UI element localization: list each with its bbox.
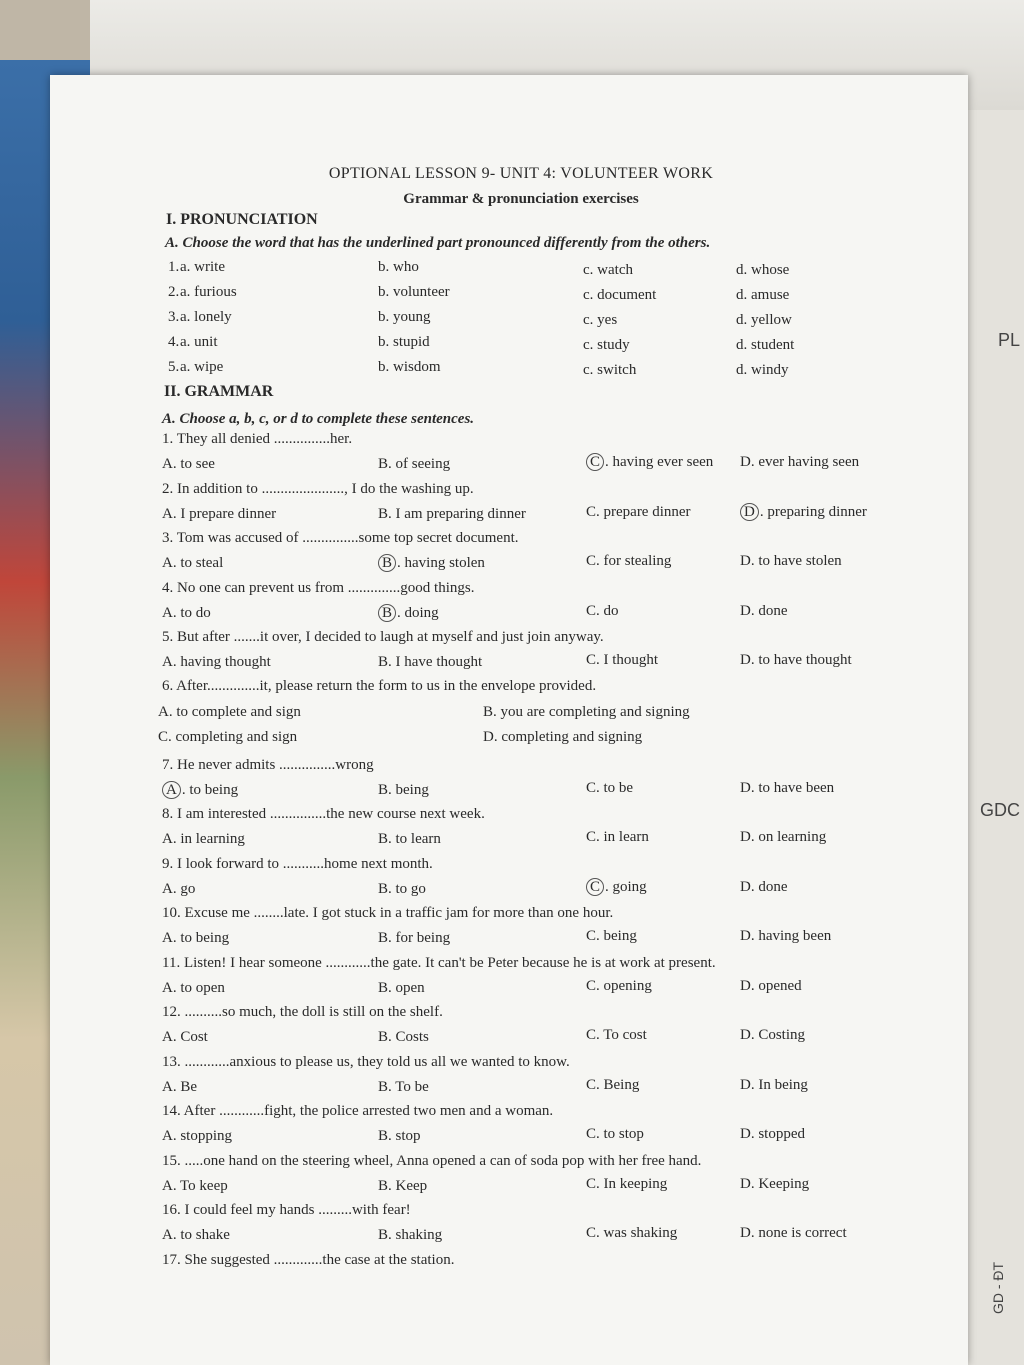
answer-option-c[interactable]: C. in learn [586,829,649,845]
answer-mark: C [586,878,604,896]
question-text: 10. Excuse me ........late. I got stuck in a traffic jam for more than one hour. [162,905,614,921]
answer-option-d[interactable]: D. to have been [740,780,835,796]
question-text: 3. Tom was accused of ...............some top secret document. [162,530,519,546]
answer-option-b[interactable]: B. you are completing and signing [483,704,690,720]
pronunciation-option-b: b. stupid [378,334,430,350]
answer-mark: A [162,781,181,799]
question-text: 1. They all denied ...............her. [162,431,353,447]
answer-option-b[interactable]: B. to go [378,881,426,897]
answer-option-d[interactable]: D. done [740,603,788,619]
answer-option-a[interactable]: A. to steal [162,555,224,571]
pronunciation-option-b: b. volunteer [378,284,450,300]
question-text: 15. .....one hand on the steering wheel, Anna opened a can of soda pop with her free hand. [162,1153,702,1169]
question-text: 16. I could feel my hands .........with fear! [162,1202,411,1218]
pronunciation-option-d: d. whose [736,262,790,278]
answer-option-b[interactable]: B. being [378,782,429,798]
pronunciation-option-a: a. lonely [180,309,232,325]
pronunciation-option-b: b. young [378,309,431,325]
answer-option-d[interactable]: D. having been [740,928,832,944]
answer-option-b[interactable]: B . having stolen [378,555,485,572]
answer-option-b[interactable]: B. to learn [378,831,441,847]
answer-option-a[interactable]: A . to being [162,782,238,799]
worksheet [50,75,968,1365]
answer-option-b[interactable]: B. Costs [378,1029,429,1045]
answer-option-c[interactable]: C. for stealing [586,553,672,569]
pronunciation-option-b: b. who [378,259,419,275]
answer-option-a[interactable]: A. to see [162,456,215,472]
answer-option-c[interactable]: C. In keeping [586,1176,668,1192]
answer-mark: D [740,503,759,521]
answer-option-a[interactable]: A. To keep [162,1178,228,1194]
answer-option-c[interactable]: C . having ever seen [586,454,713,471]
answer-option-d[interactable]: D. Costing [740,1027,806,1043]
answer-option-c[interactable]: C. Being [586,1077,640,1093]
pronunciation-option-b: b. wisdom [378,359,441,375]
answer-option-c[interactable]: C. was shaking [586,1225,678,1241]
answer-option-a[interactable]: A. to being [162,930,230,946]
answer-option-b[interactable]: B. of seeing [378,456,451,472]
answer-option-a[interactable]: A. to shake [162,1227,230,1243]
question-text: 12. ..........so much, the doll is still on the shelf. [162,1004,443,1020]
question-text: 9. I look forward to ...........home next month. [162,856,433,872]
pronunciation-option-c: c. watch [583,262,633,278]
answer-option-d[interactable]: D. on learning [740,829,827,845]
answer-option-d[interactable]: D. opened [740,978,802,994]
question-text: 17. She suggested .............the case at the station. [162,1252,455,1268]
answer-option-a[interactable]: A. Be [162,1079,197,1095]
answer-option-b[interactable]: B. for being [378,930,451,946]
question-text: 5. But after .......it over, I decided to laugh at myself and just join anyway. [162,629,604,645]
answer-option-d[interactable]: D. completing and signing [483,729,643,745]
answer-option-b[interactable]: B . doing [378,605,439,622]
question-text: 4. No one can prevent us from ..............good things. [162,580,475,596]
answer-option-c[interactable]: C. to stop [586,1126,644,1142]
answer-option-a[interactable]: A. having thought [162,654,271,670]
answer-option-b[interactable]: B. open [378,980,425,996]
question-text: 6. After..............it, please return the form to us in the envelope provided. [162,678,597,694]
answer-option-a[interactable]: A. in learning [162,831,245,847]
answer-option-d[interactable]: D. none is correct [740,1225,847,1241]
answer-option-c[interactable]: C. I thought [586,652,659,668]
page-subtitle: Grammar & pronunciation exercises [403,191,639,207]
answer-option-c[interactable]: C. to be [586,780,634,796]
page-title: OPTIONAL LESSON 9- UNIT 4: VOLUNTEER WORK [328,165,714,182]
answer-mark: C [586,453,604,471]
pronunciation-option-c: c. study [583,337,630,353]
answer-option-a[interactable]: A. I prepare dinner [162,506,277,522]
pronunciation-option-d: d. amuse [736,287,790,303]
pronunciation-option-d: d. student [736,337,795,353]
answer-option-c[interactable]: C. being [586,928,637,944]
answer-option-a[interactable]: A. to do [162,605,211,621]
pronunciation-option-c: c. yes [583,312,618,328]
pronunciation-number: 5. [168,359,180,375]
question-text: 14. After ............fight, the police arrested two men and a woman. [162,1103,554,1119]
answer-option-c[interactable]: C. To cost [586,1027,647,1043]
answer-option-d[interactable]: D . preparing dinner [740,504,867,521]
question-text: 7. He never admits ...............wrong [162,757,374,773]
answer-mark: B [378,554,396,572]
pronunciation-option-d: d. windy [736,362,789,378]
answer-option-a[interactable]: A. stopping [162,1128,233,1144]
question-text: 13. ............anxious to please us, they told us all we wanted to know. [162,1054,570,1070]
answer-option-d[interactable]: D. done [740,879,788,895]
answer-option-d[interactable]: D. ever having seen [740,454,860,470]
question-text: 8. I am interested ...............the new course next week. [162,806,485,822]
pronunciation-number: 4. [168,334,180,350]
instruction-grammar: A. Choose a, b, c, or d to complete these sentences. [162,411,475,427]
answer-option-c[interactable]: C. prepare dinner [586,504,691,520]
answer-mark: B [378,604,396,622]
pronunciation-number: 3. [168,309,180,325]
answer-option-a[interactable]: A. Cost [162,1029,208,1045]
answer-option-c[interactable]: C. do [586,603,619,619]
pronunciation-number: 1. [168,259,180,275]
pronunciation-option-c: c. switch [583,362,637,378]
answer-option-b[interactable]: B. To be [378,1079,429,1095]
pronunciation-option-a: a. furious [180,284,237,300]
answer-option-c[interactable]: C. opening [586,978,652,994]
answer-option-b[interactable]: B. I have thought [378,654,483,670]
margin-scrap-pl: PL [997,330,1020,350]
answer-option-b[interactable]: B. I am preparing dinner [378,506,526,522]
pronunciation-number: 2. [168,284,180,300]
answer-option-a[interactable]: A. to complete and sign [158,704,301,720]
pronunciation-option-a: a. unit [180,334,218,350]
answer-option-b[interactable]: B. shaking [378,1227,443,1243]
answer-option-d[interactable]: D. In being [740,1077,808,1093]
answer-option-a[interactable]: A. to open [162,980,225,996]
section-heading-pronunciation: I. PRONUNCIATION [166,211,318,228]
answer-option-d[interactable]: D. Keeping [740,1176,810,1192]
answer-option-d[interactable]: D. stopped [740,1126,805,1142]
answer-option-d[interactable]: D. to have thought [740,652,852,668]
answer-option-c[interactable]: C. completing and sign [158,729,298,745]
answer-option-d[interactable]: D. to have stolen [740,553,842,569]
pronunciation-option-a: a. write [180,259,225,275]
question-text: 11. Listen! I hear someone ............the gate. It can't be Peter because he is at work at present. [162,955,716,971]
answer-option-a[interactable]: A. go [162,881,196,897]
margin-scrap-side: GD - ĐT [989,1261,1006,1315]
margin-scrap-gd: GDC [980,800,1020,820]
pronunciation-option-a: a. wipe [180,359,224,375]
instruction-pronunciation: A. Choose the word that has the underlined part pronounced differently from the others. [165,235,711,251]
section-heading-grammar: II. GRAMMAR [164,383,274,400]
answer-option-c[interactable]: C . going [586,879,647,896]
answer-option-b[interactable]: B. Keep [378,1178,428,1194]
pronunciation-option-d: d. yellow [736,312,792,328]
pronunciation-option-c: c. document [583,287,657,303]
question-text: 2. In addition to ......................, I do the washing up. [162,481,474,497]
answer-option-b[interactable]: B. stop [378,1128,421,1144]
